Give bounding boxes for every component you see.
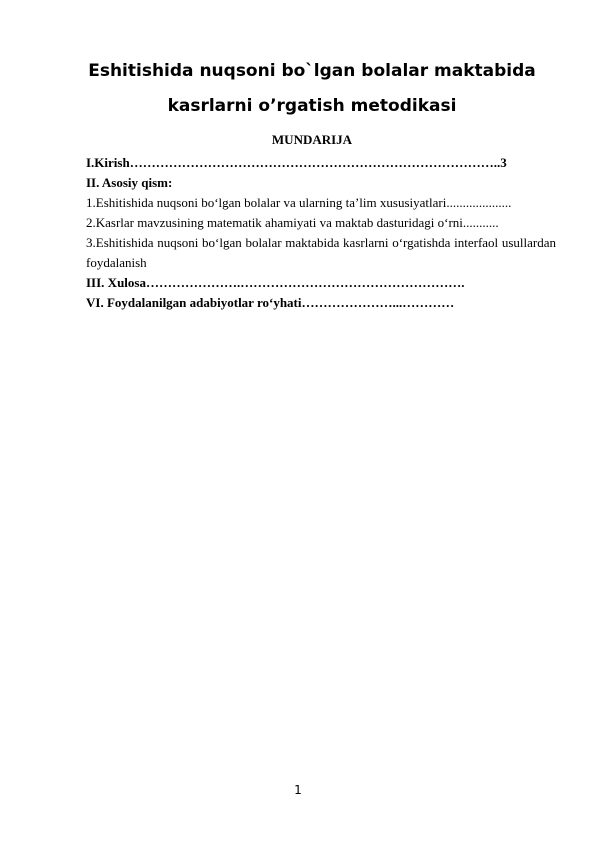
toc-entry-conclusion: III. Xulosa………………….……………………………………………. — [86, 275, 465, 290]
toc-entry-section-3: 3.Eshitishida nuqsoni bo‘lgan bolalar maktabida kasrlarni o‘rgatishda interfaol usullardan foydalanish — [86, 235, 556, 270]
document-title-line-2: kasrlarni o’rgatish metodikasi — [167, 96, 457, 116]
table-of-contents — [86, 153, 556, 313]
toc-entry-introduction: I.Kirish…………………………………………………………………………..3 — [86, 155, 507, 170]
toc-entry-section-1: 1.Eshitishida nuqsoni bo‘lgan bolalar va ularning ta’lim xususiyatlari.................... — [86, 195, 512, 210]
document-title-line-1: Eshitishida nuqsoni bo`lgan bolalar maktabida — [88, 61, 536, 81]
contents-heading: MUNDARIJA — [271, 132, 353, 147]
page-number: 1 — [294, 783, 302, 797]
toc-entry-section-2: 2.Kasrlar mavzusining matematik ahamiyati va maktab dasturidagi o‘rni........... — [86, 215, 499, 230]
toc-entry-references: VI. Foydalanilgan adabiyotlar ro‘yhati…………………...………… — [86, 295, 455, 310]
toc-entry-main-part: II. Asosiy qism: — [86, 175, 173, 190]
